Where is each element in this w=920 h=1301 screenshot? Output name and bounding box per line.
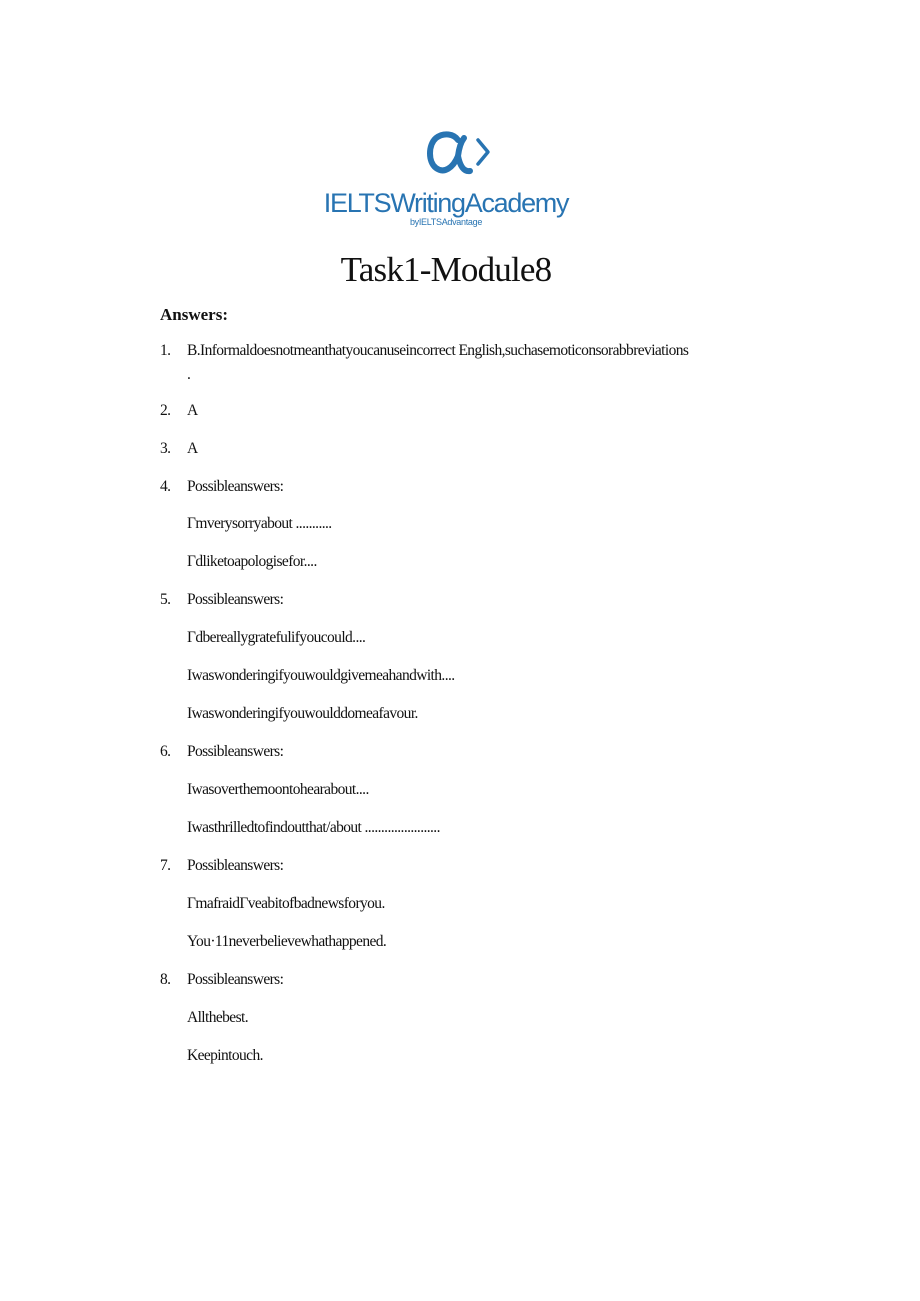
item-text: Possibleanswers:	[187, 971, 284, 988]
item-number: 6.	[160, 743, 171, 760]
item-number: 3.	[160, 440, 171, 457]
logo	[0, 128, 920, 185]
possible-answer: Iwaswonderingifyouwouldgivemeahandwith....	[187, 667, 455, 684]
possible-answer: ΓmafraidΓveabitofbadnewsforyou.	[187, 895, 385, 912]
item-text: A	[187, 440, 198, 457]
item-number: 2.	[160, 402, 171, 419]
item-text: Possibleanswers:	[187, 591, 284, 608]
item-text: Possibleanswers:	[187, 478, 284, 495]
possible-answer: Iwasthrilledtofindoutthat/about .......................	[187, 819, 440, 836]
possible-answer: Γdliketoapologisefor....	[187, 553, 317, 570]
item-number: 1.	[160, 342, 171, 359]
possible-answer: Γmverysorryabout ...........	[187, 515, 332, 532]
answers-heading: Answers:	[160, 305, 228, 324]
brand-name: IELTSWritingAcademy	[323, 188, 569, 218]
item-text: B.Informaldoesnotmeanthatyoucanuseincorrect English,suchasemoticonsorabbreviations	[187, 342, 689, 359]
item-number: 5.	[160, 591, 171, 608]
item-text: A	[187, 402, 198, 419]
possible-answer: Iwasoverthemoontohearabout....	[187, 781, 369, 798]
item-text-continuation: .	[187, 366, 191, 383]
item-text: Possibleanswers:	[187, 857, 284, 874]
item-text: Possibleanswers:	[187, 743, 284, 760]
item-number: 4.	[160, 478, 171, 495]
item-number: 7.	[160, 857, 171, 874]
alpha-chevron-logo-icon	[424, 128, 496, 180]
item-number: 8.	[160, 971, 171, 988]
page-title: Task1-Module8	[340, 250, 552, 289]
possible-answer: You·11neverbelievewhathappened.	[187, 933, 387, 950]
brand-subtitle: byIELTSAdvantage	[409, 217, 483, 227]
possible-answer: Iwaswonderingifyouwoulddomeafavour.	[187, 705, 418, 722]
possible-answer: Γdbereallygratefulifyoucould....	[187, 629, 366, 646]
possible-answer: Allthebest.	[187, 1009, 248, 1026]
possible-answer: Keepintouch.	[187, 1047, 263, 1064]
